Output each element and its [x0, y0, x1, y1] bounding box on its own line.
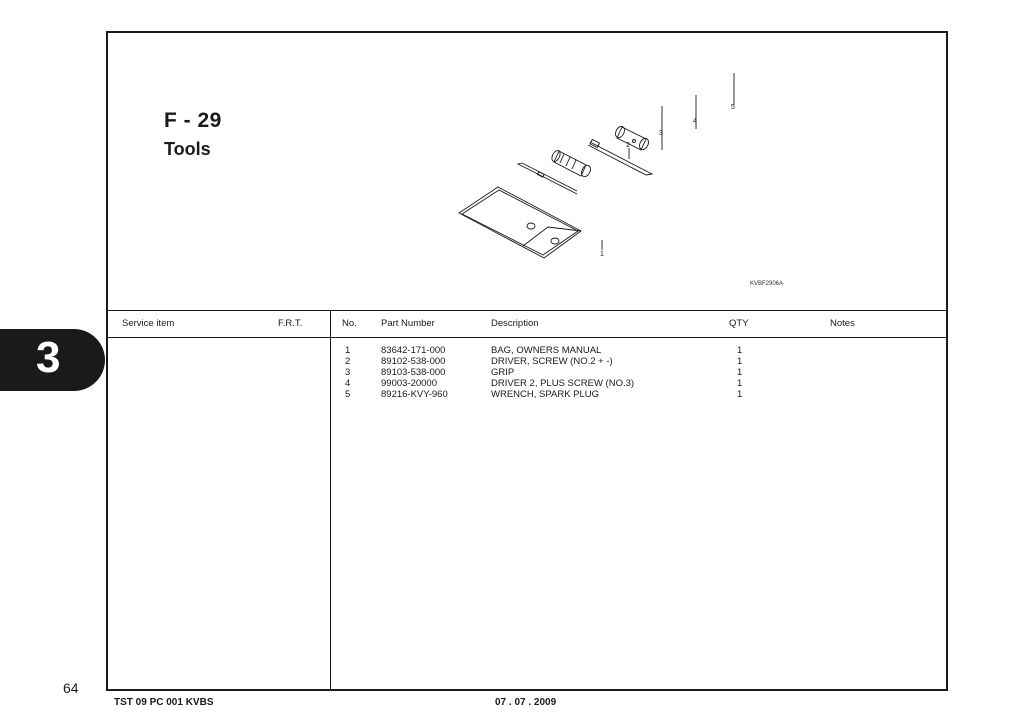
row-description: GRIP [491, 367, 515, 378]
row-part-number: 83642-171-000 [381, 345, 446, 356]
row-no: 5 [345, 389, 351, 400]
callout-1: 1 [600, 251, 604, 258]
footer-code: TST 09 PC 001 KVBS [114, 697, 214, 708]
row-no: 3 [345, 367, 351, 378]
header-frt: F.R.T. [278, 318, 303, 329]
callout-3: 3 [659, 130, 663, 137]
section-tab-label: 3 [36, 333, 61, 382]
header-service-item: Service item [122, 318, 175, 329]
screw-driver-drawing [518, 163, 577, 194]
row-no: 1 [345, 345, 351, 356]
row-part-number: 99003-20000 [381, 378, 437, 389]
table-top-rule [108, 310, 946, 311]
row-qty: 1 [737, 389, 743, 400]
header-description: Description [491, 318, 539, 329]
row-part-number: 89102-538-000 [381, 356, 446, 367]
row-description: WRENCH, SPARK PLUG [491, 389, 600, 400]
page-number: 64 [63, 680, 79, 696]
row-description: DRIVER 2, PLUS SCREW (NO.3) [491, 378, 635, 389]
row-qty: 1 [737, 345, 743, 356]
row-part-number: 89103-538-000 [381, 367, 446, 378]
row-qty: 1 [737, 378, 743, 389]
tools-illustration [448, 63, 735, 263]
header-part-number: Part Number [381, 318, 435, 329]
footer-date: 07 . 07 . 2009 [495, 697, 557, 708]
callout-2: 2 [626, 142, 630, 149]
plus-driver-drawing [588, 139, 652, 175]
row-no: 2 [345, 356, 351, 367]
illustration-code: KVBF2906A [750, 281, 784, 287]
row-description: BAG, OWNERS MANUAL [491, 345, 602, 356]
figure-subtitle: Tools [164, 139, 211, 159]
parts-page-frame [106, 31, 948, 691]
row-no: 4 [345, 378, 351, 389]
callout-5: 5 [731, 104, 735, 111]
spark-plug-wrench-drawing [614, 125, 651, 151]
row-qty: 1 [737, 356, 743, 367]
owners-manual-bag-drawing [459, 187, 581, 258]
row-part-number: 89216-KVY-960 [381, 389, 448, 400]
table-header-rule [108, 337, 946, 338]
grip-drawing [550, 149, 592, 178]
header-no: No. [342, 318, 357, 329]
header-qty: QTY [729, 318, 749, 329]
figure-title: F - 29 [164, 109, 222, 132]
row-description: DRIVER, SCREW (NO.2 + -) [491, 356, 613, 367]
table-divider [330, 310, 331, 689]
callout-4: 4 [693, 118, 697, 125]
row-qty: 1 [737, 367, 743, 378]
section-tab [0, 329, 105, 391]
header-notes: Notes [830, 318, 855, 329]
